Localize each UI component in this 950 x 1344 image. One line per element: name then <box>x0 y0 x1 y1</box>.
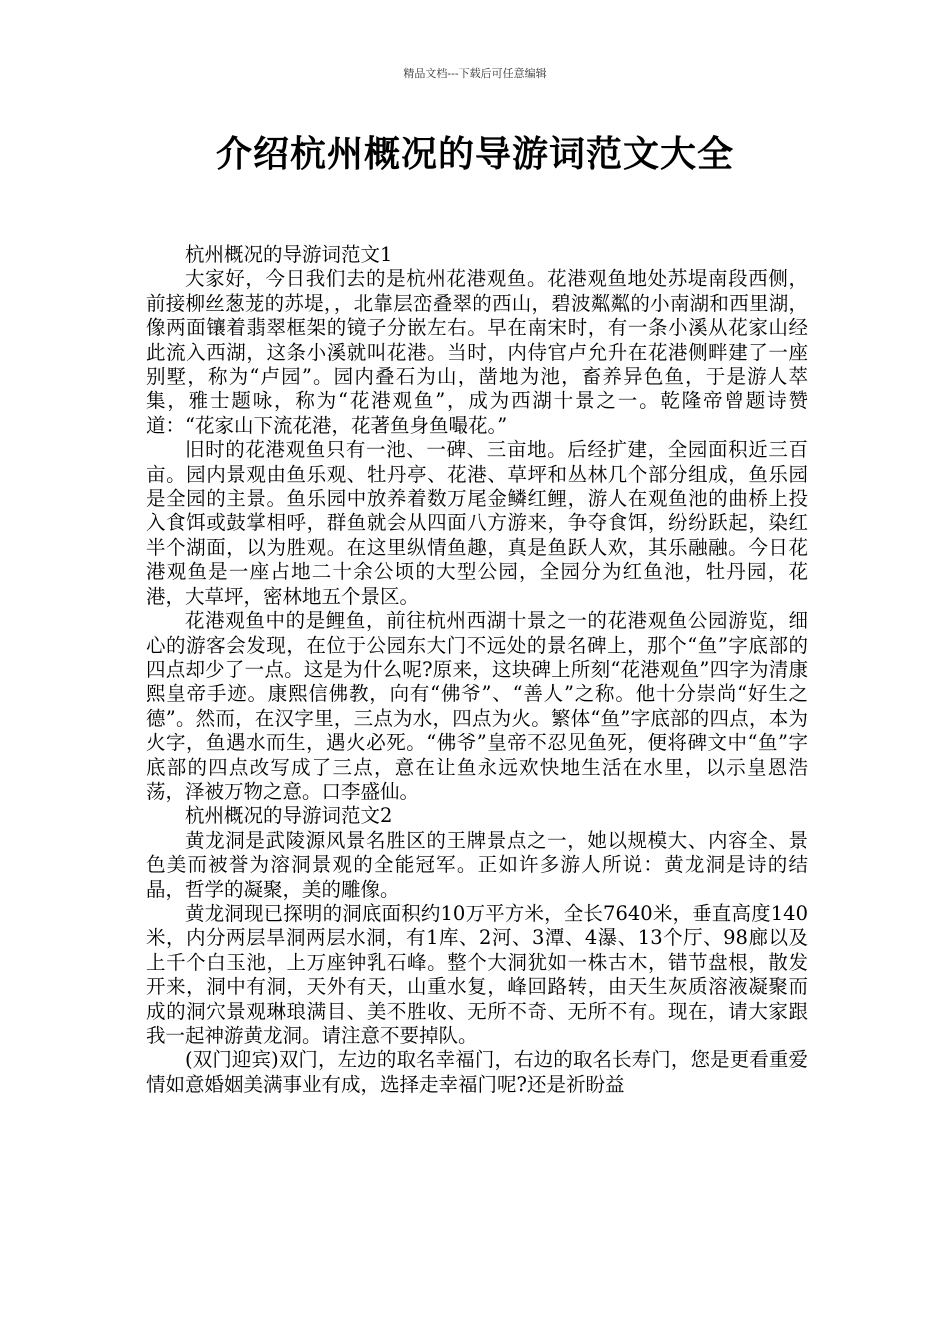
paragraph: (双门迎宾)双门，左边的取名幸福门，右边的取名长寿门，您是更看重爱情如意婚姻美满事业有成，选择走幸福门呢?还是祈盼益 <box>146 1048 808 1096</box>
paragraph: 黄龙洞现已探明的洞底面积约10万平方米，全长7640米，垂直高度140米，内分两层旱洞两层水洞，有1库、2河、3潭、4瀑、13个厅、98廊以及上千个白玉池，上万座钟乳石峰。整个大洞犹如一株古木，错节盘根，散发开来，洞中有洞，天外有天，山重水复，峰回路转，由天生灰质溶液凝聚而成的洞穴景观琳琅满目、美不胜收、无所不奇、无所不有。现在，请大家跟我一起神游黄龙洞。请注意不要掉队。 <box>146 901 808 1047</box>
section-heading-2: 杭州概况的导游词范文2 <box>185 804 393 828</box>
document-body <box>146 243 808 1097</box>
header-note: 精品文档---下载后可任意编辑 <box>403 67 547 80</box>
section-heading-1: 杭州概况的导游词范文1 <box>185 243 393 266</box>
paragraph: 大家好，今日我们去的是杭州花港观鱼。花港观鱼地处苏堤南段西侧，前接柳丝葱茏的苏堤，，北靠层峦叠翠的西山，碧波粼粼的小南湖和西里湖，像两面镶着翡翠框架的镜子分嵌左右。早在南宋时，有一条小溪从花家山经此流入西湖，这条小溪就叫花港。当时，内侍官卢允升在花港侧畔建了一座别墅，称为“卢园”。园内叠石为山，凿地为池，畜养异色鱼，于是游人萃集，雅士题咏，称为“花港观鱼”，成为西湖十景之一。乾隆帝曾题诗赞道：“花家山下流花港，花著鱼身鱼嘬花。” <box>146 267 808 437</box>
paragraph: 旧时的花港观鱼只有一池、一碑、三亩地。后经扩建，全园面积近三百亩。园内景观由鱼乐观、牡丹亭、花港、草坪和丛林几个部分组成，鱼乐园是全园的主景。鱼乐园中放养着数万尾金鳞红鲤，游人在观鱼池的曲桥上投入食饵或鼓掌相呼，群鱼就会从四面八方游来，争夺食饵，纷纷跃起，染红半个湖面，以为胜观。在这里纵情鱼趣，真是鱼跃人欢，其乐融融。今日花港观鱼是一座占地二十余公顷的大型公园，全园分为红鱼池，牡丹园，花港，大草坪，密林地五个景区。 <box>146 438 808 608</box>
paragraph: 花港观鱼中的是鲤鱼，前往杭州西湖十景之一的花港观鱼公园游览，细心的游客会发现，在位于公园东大门不远处的景名碑上，那个“鱼”字底部的四点却少了一点。这是为什么呢?原来，这块碑上所刻“花港观鱼”四字为清康熙皇帝手迹。康熙信佛教，向有“佛爷”、“善人”之称。他十分崇尚“好生之德”。然而，在汉字里，三点为水，四点为火。繁体“鱼”字底部的四点，本为火字，鱼遇水而生，遇火必死。“佛爷”皇帝不忍见鱼死，便将碑文中“鱼”字底部的四点改写成了三点，意在让鱼永远欢快地生活在水里，以示皇恩浩荡，泽被万物之意。口李盛仙。 <box>146 609 808 803</box>
document-title: 介绍杭州概况的导游词范文大全 <box>215 133 734 175</box>
paragraph: 黄龙洞是武陵源风景名胜区的王牌景点之一，她以规模大、内容全、景色美而被誉为溶洞景观的全能冠军。正如许多游人所说：黄龙洞是诗的结晶，哲学的凝聚，美的雕像。 <box>146 828 808 901</box>
